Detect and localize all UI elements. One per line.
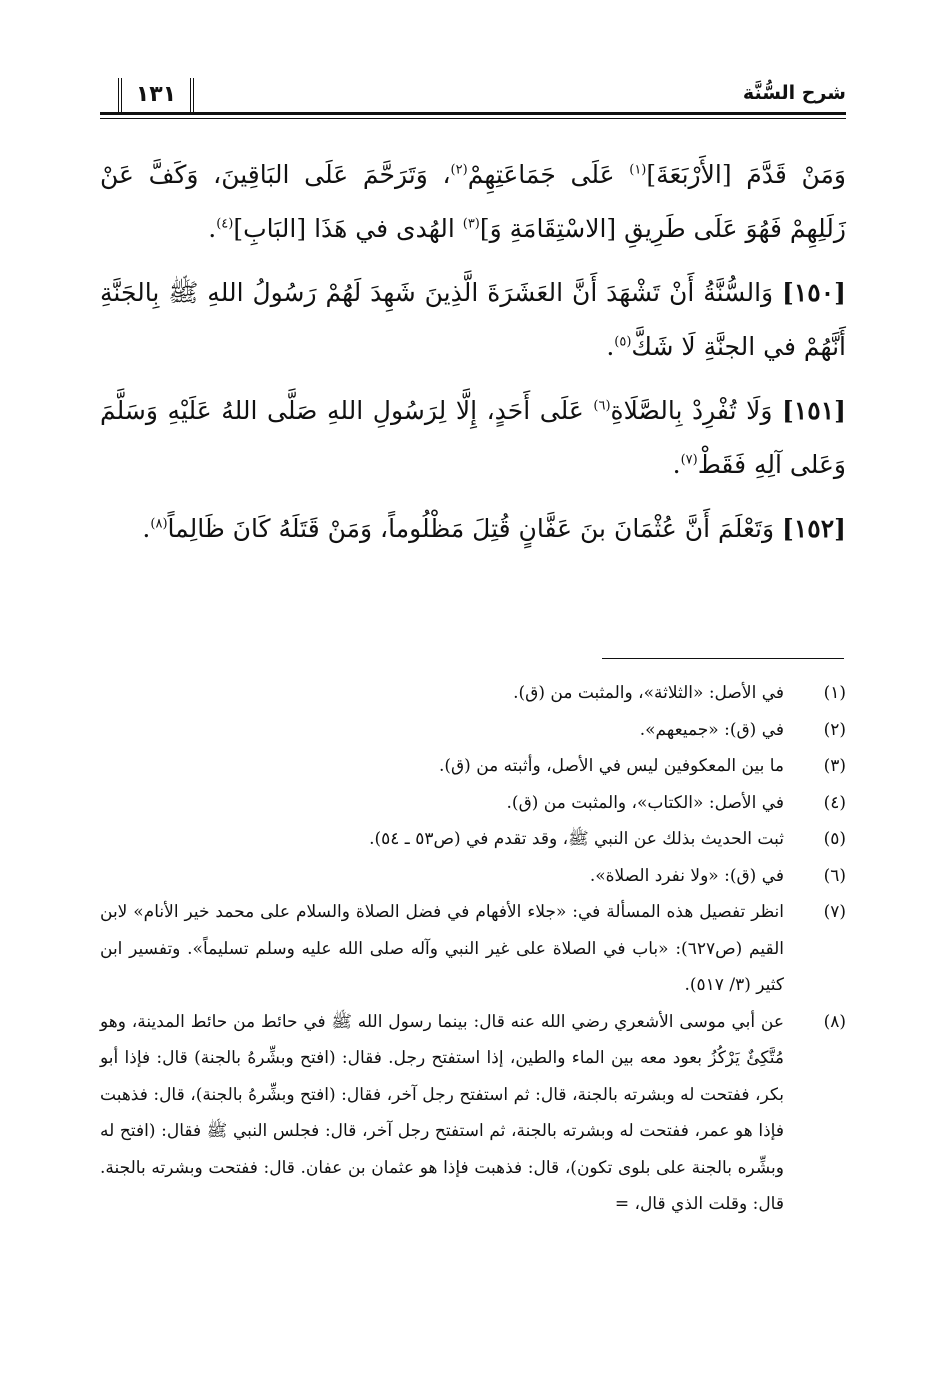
section-number: [١٥١] xyxy=(782,396,847,425)
footnote xyxy=(100,1004,846,1223)
footnote-ref: (٢) xyxy=(450,162,468,178)
paragraph-text: . xyxy=(672,450,681,479)
paragraph-text: وَلَا تُفْرِدْ بِالصَّلَاةِ xyxy=(610,396,783,425)
footnote-separator xyxy=(602,658,844,659)
footnote xyxy=(100,712,846,749)
paragraph-text: عَلَى أَحَدٍ، إِلَّا لِرَسُولِ اللهِ صَلَّى اللهُ عَلَيْهِ وَسَلَّمَ وَعَلى آلِهِ فَقَطْ xyxy=(100,396,846,479)
footnote-number: (٢) xyxy=(823,719,846,740)
paragraph-text: . xyxy=(142,514,151,543)
paragraph-text: وَالسُّنَّةُ أَنْ تَشْهَدَ أَنَّ العَشَرَةَ الَّذِينَ شَهِدَ لَهُمْ رَسُولُ اللهِ ﷺ بِالجَنَّةِ أَنَّهُمْ في الجنَّةِ لَا شَكَّ xyxy=(100,278,846,361)
footnote xyxy=(100,675,846,712)
paragraph-text: وَمَنْ قَدَّمَ [الأَرْبَعَةَ] xyxy=(646,160,846,189)
footnote xyxy=(100,894,846,1004)
footnote-ref: (٥) xyxy=(614,334,632,350)
footnote-number: (٣) xyxy=(823,756,846,776)
footnote xyxy=(100,748,846,785)
footnote xyxy=(100,858,846,895)
footnote xyxy=(100,821,846,858)
paragraph-text: . xyxy=(606,332,615,361)
footnote-text: في الأصل: «الكتاب»، والمثبت من (ق). xyxy=(506,792,784,813)
footnote-text: في (ق): «جميعهم». xyxy=(639,719,784,740)
footnote-text: ما بين المعكوفين ليس في الأصل، وأثبته من (ق). xyxy=(438,756,784,776)
paragraph xyxy=(100,148,846,256)
footnote-number: (٥) xyxy=(823,829,846,849)
running-title: شرح السُّنَّة xyxy=(742,82,846,104)
footnote-text: انظر تفصيل هذه المسألة في: «جلاء الأفهام في فضل الصلاة والسلام على محمد خير الأنام» لابن القيم (ص٦٢٧): «باب في الصلاة على غير النبي وآله صلى الله عليه وسلم تسليماً». وتفسير ابن كثير (٣/ ٥١٧). xyxy=(100,902,784,995)
footnote-text: ثبت الحديث بذلك عن النبي ﷺ، وقد تقدم في (ص٥٣ ـ ٥٤). xyxy=(369,829,784,849)
footnote-ref: (٨) xyxy=(150,516,168,532)
footnote-text: عن أبي موسى الأشعري رضي الله عنه قال: بينما رسول الله ﷺ في حائط من حائط المدينة، وهو مُتَّكِئٌ يَرْكُزُ بعود معه بين الماء والطين، إذا استفتح رجل. فقال: (افتح وبشِّرهُ بالجنة) قال: فإذا أبو بكر، ففتحت له وبشرته بالجنة، قال: ثم استفتح رجل آخر، فقال: (افتح وبشِّرهُ بالجنة)، قال: فذهبت فإذا هو عمر، ففتحت له وبشرته بالجنة، ثم استفتح رجل آخر، قال: فجلس النبي ﷺ فقال: (افتح له وبشِّره بالجنة على بلوى تكون)، قال: فذهبت فإذا هو عثمان بن عفان. قال: ففتحت وبشرته بالجنة. قال: وقلت الذي قال، = xyxy=(100,1011,784,1214)
page-header xyxy=(100,82,846,122)
footnote-number: (٦) xyxy=(823,865,846,886)
footnote-number: (٧) xyxy=(823,902,846,922)
footnotes xyxy=(100,675,846,1223)
footnote-ref: (٦) xyxy=(593,398,611,414)
paragraph-text: . xyxy=(208,214,217,243)
footnote-ref: (٣) xyxy=(462,216,480,232)
paragraph-text: وَتَعْلَمَ أَنَّ عُثْمَانَ بنَ عَفَّانٍ قُتِلَ مَظْلُوماً، وَمَنْ قَتَلَهُ كَانَ ظَالِماً xyxy=(167,514,783,543)
paragraph-text: الهُدى في هَذَا [البَابِ] xyxy=(233,214,463,243)
header-rule xyxy=(100,112,846,115)
footnote-number: (٨) xyxy=(823,1011,846,1032)
footnote-number: (١) xyxy=(823,683,846,703)
footnote-ref: (٧) xyxy=(680,452,698,468)
footnote xyxy=(100,785,846,822)
section-number: [١٥٢] xyxy=(782,514,846,543)
main-text xyxy=(100,148,846,566)
footnote-text: في الأصل: «الثلاثة»، والمثبت من (ق). xyxy=(513,683,784,703)
header-rule-thin xyxy=(100,118,846,119)
footnote-number: (٤) xyxy=(823,792,846,813)
paragraph xyxy=(100,502,846,556)
footnote-text: في (ق): «ولا نفرد الصلاة». xyxy=(589,865,784,886)
footnote-ref: (١) xyxy=(629,162,647,178)
paragraph xyxy=(100,266,846,374)
paragraph-text: عَلَى جَمَاعَتِهِمْ xyxy=(467,160,630,189)
footnote-ref: (٤) xyxy=(216,216,234,232)
section-number: [١٥٠] xyxy=(782,278,846,307)
page-number: ١٣١ xyxy=(118,78,194,112)
paragraph-text: ، وَتَرَحَّمَ عَلَى البَاقِينَ، وَكَفَّ عَنْ زَلَلِهِمْ فَهُوَ عَلَى طَرِيقِ [الاسْتِقَامَةِ وَ] xyxy=(100,160,846,243)
paragraph xyxy=(100,384,846,492)
